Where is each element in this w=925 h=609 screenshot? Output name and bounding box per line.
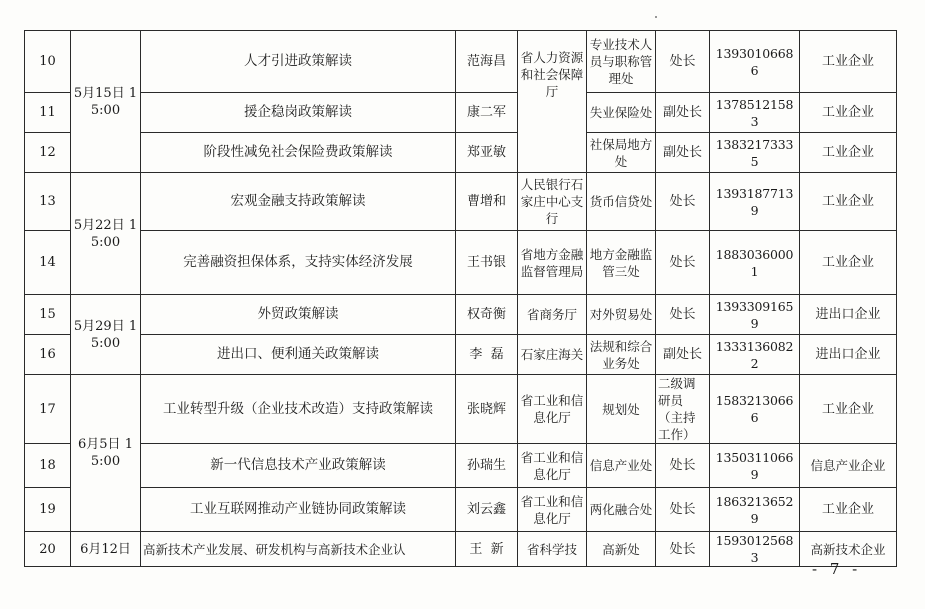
topic-cell: 外贸政策解读	[141, 295, 456, 335]
table-row	[25, 444, 897, 488]
phone-cell: 13503110669	[710, 444, 800, 488]
department-cell: 省地方金融监督管理局	[518, 231, 587, 295]
table-row	[25, 375, 897, 444]
office-cell: 专业技术人员与职称管理处	[587, 31, 656, 93]
row-number: 18	[25, 444, 71, 488]
table-row	[25, 532, 897, 567]
speaker-cell: 孙瑞生	[456, 444, 518, 488]
speaker-cell: 郑亚敏	[456, 133, 518, 173]
department-cell: 省人力资源和社会保障厅	[518, 31, 587, 173]
position-cell: 处长	[656, 231, 710, 295]
topic-cell: 宏观金融支持政策解读	[141, 173, 456, 231]
row-number: 11	[25, 93, 71, 133]
office-cell: 对外贸易处	[587, 295, 656, 335]
topic-cell: 工业转型升级（企业技术改造）支持政策解读	[141, 375, 456, 444]
office-cell: 规划处	[587, 375, 656, 444]
phone-cell: 13832173335	[710, 133, 800, 173]
position-cell: 处长	[656, 295, 710, 335]
position-cell: 处长	[656, 173, 710, 231]
audience-cell: 工业企业	[800, 173, 897, 231]
session-date: 5月29日 15:00	[71, 295, 141, 375]
audience-cell: 进出口企业	[800, 295, 897, 335]
session-date: 6月12日	[71, 532, 141, 567]
session-date: 5月15日 15:00	[71, 31, 141, 173]
row-number: 14	[25, 231, 71, 295]
phone-cell: 18830360001	[710, 231, 800, 295]
office-cell: 社保局地方处	[587, 133, 656, 173]
topic-cell: 工业互联网推动产业链协同政策解读	[141, 488, 456, 532]
audience-cell: 工业企业	[800, 31, 897, 93]
audience-cell: 工业企业	[800, 231, 897, 295]
topic-cell: 新一代信息技术产业政策解读	[141, 444, 456, 488]
table-row	[25, 295, 897, 335]
page-number: - 7 -	[812, 560, 862, 578]
speaker-cell: 张晓辉	[456, 375, 518, 444]
topic-cell: 进出口、便利通关政策解读	[141, 335, 456, 375]
audience-cell: 信息产业企业	[800, 444, 897, 488]
office-cell: 失业保险处	[587, 93, 656, 133]
table-row	[25, 133, 897, 173]
position-cell: 副处长	[656, 133, 710, 173]
office-cell: 地方金融监管三处	[587, 231, 656, 295]
speaker-cell: 李 磊	[456, 335, 518, 375]
office-cell: 货币信贷处	[587, 173, 656, 231]
speaker-cell: 王书银	[456, 231, 518, 295]
topic-cell: 人才引进政策解读	[141, 31, 456, 93]
row-number: 13	[25, 173, 71, 231]
row-number: 17	[25, 375, 71, 444]
position-cell: 处长	[656, 488, 710, 532]
speaker-cell: 权奇衡	[456, 295, 518, 335]
office-cell: 高新处	[587, 532, 656, 567]
audience-cell: 工业企业	[800, 488, 897, 532]
audience-cell: 工业企业	[800, 133, 897, 173]
table-row	[25, 173, 897, 231]
department-cell: 石家庄海关	[518, 335, 587, 375]
row-number: 12	[25, 133, 71, 173]
topic-cell: 完善融资担保体系，支持实体经济发展	[141, 231, 456, 295]
topic-cell: 高新技术产业发展、研发机构与高新技术企业认	[141, 532, 456, 567]
position-cell: 处长	[656, 444, 710, 488]
audience-cell: 高新技术企业	[800, 532, 897, 567]
phone-cell: 18632136529	[710, 488, 800, 532]
phone-cell: 13331360822	[710, 335, 800, 375]
department-cell: 省工业和信息化厅	[518, 375, 587, 444]
position-cell: 处长	[656, 31, 710, 93]
table-row	[25, 335, 897, 375]
table-row	[25, 231, 897, 295]
phone-cell: 15832130666	[710, 375, 800, 444]
audience-cell: 工业企业	[800, 93, 897, 133]
phone-cell: 13931877139	[710, 173, 800, 231]
table-row	[25, 93, 897, 133]
office-cell: 两化融合处	[587, 488, 656, 532]
office-cell: 法规和综合业务处	[587, 335, 656, 375]
session-date: 5月22日 15:00	[71, 173, 141, 295]
position-cell: 副处长	[656, 93, 710, 133]
scan-speck	[655, 16, 657, 18]
position-cell: 二级调研员（主持工作）	[656, 375, 710, 444]
audience-cell: 进出口企业	[800, 335, 897, 375]
phone-cell: 15930125683	[710, 532, 800, 567]
table-row	[25, 31, 897, 93]
department-cell: 省商务厅	[518, 295, 587, 335]
department-cell: 人民银行石家庄中心支行	[518, 173, 587, 231]
session-date: 6月5日 15:00	[71, 375, 141, 532]
schedule-table	[24, 30, 897, 567]
phone-cell: 13933091659	[710, 295, 800, 335]
office-cell: 信息产业处	[587, 444, 656, 488]
speaker-cell: 刘云鑫	[456, 488, 518, 532]
speaker-cell: 康二军	[456, 93, 518, 133]
speaker-cell: 范海昌	[456, 31, 518, 93]
position-cell: 副处长	[656, 335, 710, 375]
table-row	[25, 488, 897, 532]
department-cell: 省工业和信息化厅	[518, 444, 587, 488]
phone-cell: 13785121583	[710, 93, 800, 133]
row-number: 19	[25, 488, 71, 532]
row-number: 16	[25, 335, 71, 375]
row-number: 10	[25, 31, 71, 93]
speaker-cell: 曹增和	[456, 173, 518, 231]
topic-cell: 阶段性减免社会保险费政策解读	[141, 133, 456, 173]
row-number: 20	[25, 532, 71, 567]
department-cell: 省科学技	[518, 532, 587, 567]
speaker-cell: 王 新	[456, 532, 518, 567]
row-number: 15	[25, 295, 71, 335]
topic-cell: 援企稳岗政策解读	[141, 93, 456, 133]
phone-cell: 13930106686	[710, 31, 800, 93]
audience-cell: 工业企业	[800, 375, 897, 444]
position-cell: 处长	[656, 532, 710, 567]
department-cell: 省工业和信息化厅	[518, 488, 587, 532]
